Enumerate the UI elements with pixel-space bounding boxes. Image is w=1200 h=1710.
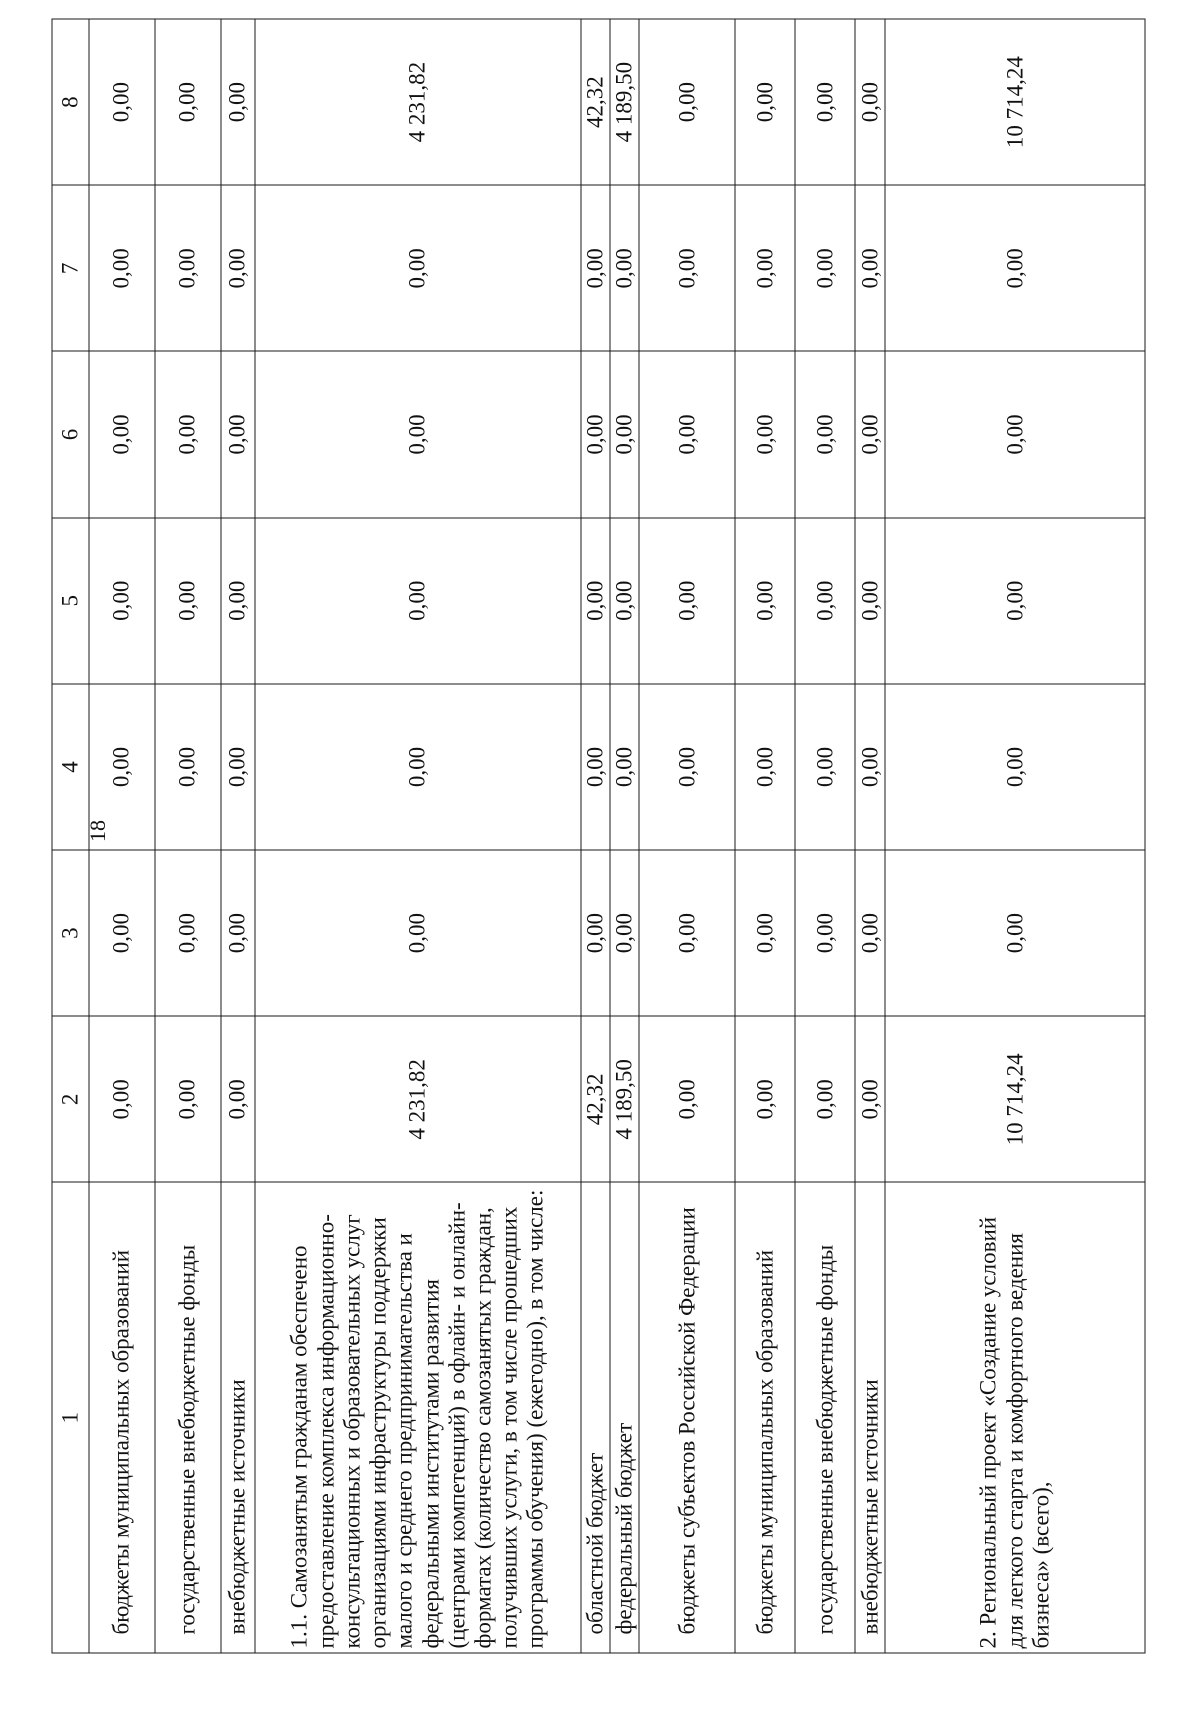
value-cell: 0,00	[795, 351, 855, 517]
value-cell: 42,32	[581, 1016, 610, 1182]
value-cell: 0,00	[255, 518, 581, 684]
value-cell: 4 189,50	[610, 1016, 639, 1182]
value-cell: 0,00	[89, 351, 155, 517]
value-cell: 0,00	[735, 684, 795, 850]
value-cell: 0,00	[155, 684, 221, 850]
value-cell: 0,00	[885, 684, 1145, 850]
value-cell: 0,00	[155, 1016, 221, 1182]
column-header: 2	[52, 1016, 89, 1182]
row-label: федеральный бюджет	[610, 1182, 639, 1653]
value-cell: 0,00	[639, 684, 735, 850]
value-cell: 0,00	[89, 19, 155, 185]
row-label: 1.1. Самозанятым гражданам обеспечено предоставление комплекса информационно-консультационных и образовательных услуг организациями инфраструктуры поддержки малого и среднего предпринимательства и федеральными институтами развития (центрами компетенций) в офлайн- и онлайн-форматах (количество самозанятых граждан, получивших услуги, в том числе прошедших программы обучения) (ежегодно), в том числе:	[255, 1182, 581, 1653]
row-label: внебюджетные источники	[855, 1182, 885, 1653]
value-cell: 0,00	[610, 684, 639, 850]
value-cell: 0,00	[885, 185, 1145, 351]
value-cell: 0,00	[735, 1016, 795, 1182]
value-cell: 0,00	[610, 351, 639, 517]
value-cell: 0,00	[795, 19, 855, 185]
value-cell: 4 231,82	[255, 19, 581, 185]
value-cell: 0,00	[795, 684, 855, 850]
budget-table	[52, 19, 1146, 1654]
column-header: 6	[52, 351, 89, 517]
table-row	[610, 19, 639, 1653]
value-cell: 0,00	[855, 1016, 885, 1182]
value-cell: 0,00	[221, 185, 255, 351]
value-cell: 4 189,50	[610, 19, 639, 185]
table-row	[885, 19, 1145, 1653]
value-cell: 0,00	[221, 850, 255, 1016]
row-label: областной бюджет	[581, 1182, 610, 1653]
value-cell: 0,00	[735, 850, 795, 1016]
value-cell: 0,00	[89, 185, 155, 351]
value-cell: 0,00	[155, 19, 221, 185]
value-cell: 0,00	[735, 518, 795, 684]
value-cell: 0,00	[855, 684, 885, 850]
column-header: 4	[52, 684, 89, 850]
value-cell: 0,00	[221, 19, 255, 185]
row-label: 2. Региональный проект «Создание условий для легкого старта и комфортного ведения бизнеса» (всего),	[885, 1182, 1145, 1653]
value-cell: 42,32	[581, 19, 610, 185]
value-cell: 0,00	[581, 518, 610, 684]
column-header: 1	[52, 1182, 89, 1653]
column-header: 7	[52, 185, 89, 351]
table-row	[639, 19, 735, 1653]
value-cell: 0,00	[89, 684, 155, 850]
value-cell: 0,00	[639, 518, 735, 684]
row-label: внебюджетные источники	[221, 1182, 255, 1653]
value-cell: 0,00	[795, 850, 855, 1016]
row-label: государственные внебюджетные фонды	[155, 1182, 221, 1653]
column-header: 5	[52, 518, 89, 684]
table-row	[221, 19, 255, 1653]
value-cell: 0,00	[855, 19, 885, 185]
value-cell: 0,00	[610, 518, 639, 684]
value-cell: 0,00	[89, 518, 155, 684]
row-label: бюджеты муниципальных образований	[89, 1182, 155, 1653]
value-cell: 0,00	[581, 850, 610, 1016]
value-cell: 0,00	[221, 684, 255, 850]
value-cell: 0,00	[639, 185, 735, 351]
value-cell: 0,00	[885, 351, 1145, 517]
value-cell: 4 231,82	[255, 1016, 581, 1182]
value-cell: 0,00	[221, 351, 255, 517]
value-cell: 0,00	[155, 185, 221, 351]
table-row	[89, 19, 155, 1653]
value-cell: 0,00	[735, 185, 795, 351]
value-cell: 0,00	[155, 850, 221, 1016]
value-cell: 0,00	[795, 518, 855, 684]
value-cell: 0,00	[735, 19, 795, 185]
value-cell: 0,00	[855, 518, 885, 684]
column-header: 8	[52, 19, 89, 185]
column-header: 3	[52, 850, 89, 1016]
value-cell: 0,00	[255, 684, 581, 850]
value-cell: 0,00	[255, 185, 581, 351]
value-cell: 0,00	[581, 351, 610, 517]
value-cell: 0,00	[221, 1016, 255, 1182]
value-cell: 0,00	[885, 518, 1145, 684]
table-row	[855, 19, 885, 1653]
value-cell: 0,00	[610, 185, 639, 351]
header-row	[52, 19, 89, 1653]
value-cell: 0,00	[795, 185, 855, 351]
row-label: государственные внебюджетные фонды	[795, 1182, 855, 1653]
value-cell: 0,00	[639, 850, 735, 1016]
value-cell: 0,00	[581, 185, 610, 351]
value-cell: 0,00	[155, 351, 221, 517]
page-number: 18	[85, 820, 110, 842]
value-cell: 0,00	[885, 850, 1145, 1016]
value-cell: 0,00	[255, 850, 581, 1016]
value-cell: 0,00	[735, 351, 795, 517]
table-row	[581, 19, 610, 1653]
value-cell: 0,00	[255, 351, 581, 517]
value-cell: 0,00	[581, 684, 610, 850]
value-cell: 0,00	[155, 518, 221, 684]
value-cell: 0,00	[610, 850, 639, 1016]
table-row	[795, 19, 855, 1653]
value-cell: 0,00	[639, 1016, 735, 1182]
rotated-table-container	[52, 19, 1146, 1654]
value-cell: 10 714,24	[885, 19, 1145, 185]
value-cell: 10 714,24	[885, 1016, 1145, 1182]
value-cell: 0,00	[855, 351, 885, 517]
value-cell: 0,00	[89, 850, 155, 1016]
row-label: бюджеты муниципальных образований	[735, 1182, 795, 1653]
value-cell: 0,00	[89, 1016, 155, 1182]
value-cell: 0,00	[795, 1016, 855, 1182]
table-row	[155, 19, 221, 1653]
table-row	[255, 19, 581, 1653]
value-cell: 0,00	[639, 351, 735, 517]
value-cell: 0,00	[855, 185, 885, 351]
table-row	[735, 19, 795, 1653]
row-label: бюджеты субъектов Российской Федерации	[639, 1182, 735, 1653]
value-cell: 0,00	[221, 518, 255, 684]
value-cell: 0,00	[639, 19, 735, 185]
value-cell: 0,00	[855, 850, 885, 1016]
